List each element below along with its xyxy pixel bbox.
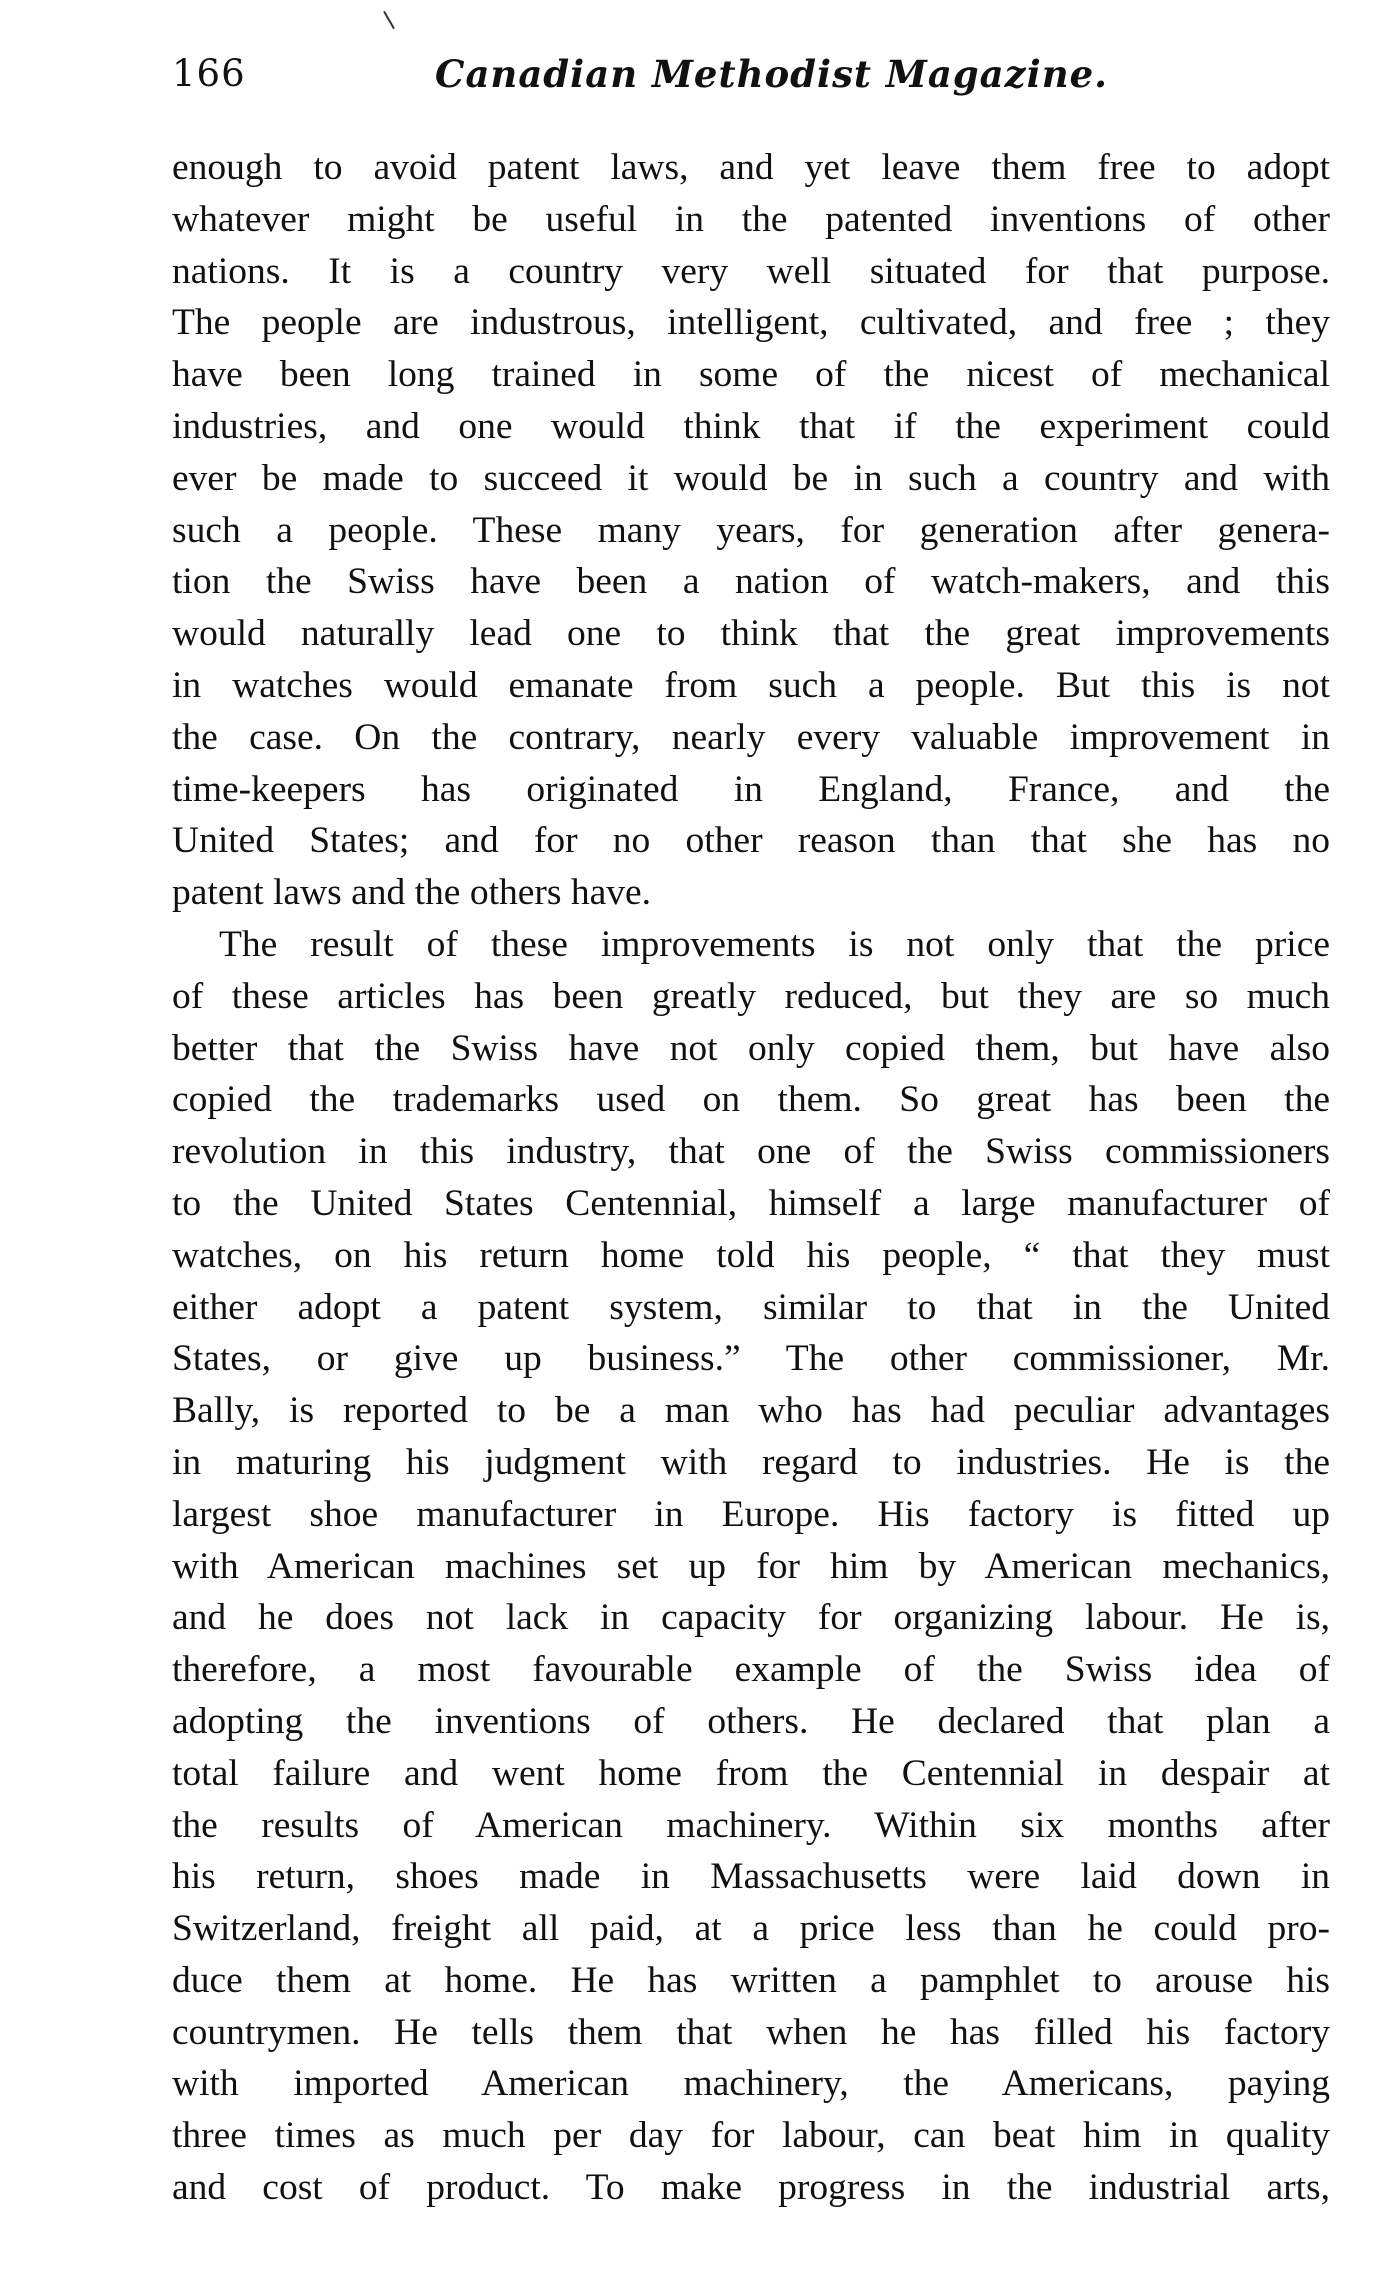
text-line: such a people. These many years, for generation after genera- bbox=[172, 509, 1330, 551]
text-line: The people are industrous, intelligent, cultivated, and free ; they bbox=[172, 302, 1330, 344]
text-line: three times as much per day for labour, can beat him in quality bbox=[172, 2115, 1330, 2157]
text-line: revolution in this industry, that one of the Swiss commissioners bbox=[172, 1131, 1330, 1173]
body-text bbox=[172, 142, 1330, 2214]
text-line: have been long trained in some of the nicest of mechanical bbox=[172, 354, 1330, 396]
text-line: industries, and one would think that if the experiment could bbox=[172, 405, 1330, 447]
text-line: United States; and for no other reason than that she has no bbox=[172, 820, 1330, 862]
text-line: and cost of product. To make progress in the industrial arts, bbox=[172, 2167, 1330, 2209]
text-line: to the United States Centennial, himself a large manufacturer of bbox=[172, 1182, 1330, 1224]
running-title: Canadian Methodist Magazine. bbox=[435, 52, 1109, 96]
text-line: Bally, is reported to be a man who has had peculiar advantages bbox=[172, 1390, 1330, 1432]
text-line: his return, shoes made in Massachusetts were laid down in bbox=[172, 1856, 1330, 1898]
text-line: would naturally lead one to think that the great improvements bbox=[172, 613, 1330, 655]
page-number: 166 bbox=[172, 52, 246, 95]
text-line: nations. It is a country very well situated for that purpose. bbox=[172, 250, 1330, 292]
text-line: and he does not lack in capacity for organizing labour. He is, bbox=[172, 1597, 1330, 1639]
text-line: whatever might be useful in the patented inventions of other bbox=[172, 198, 1330, 240]
text-line: duce them at home. He has written a pamphlet to arouse his bbox=[172, 1959, 1330, 2001]
text-line: Switzerland, freight all paid, at a price less than he could pro- bbox=[172, 1908, 1330, 1950]
text-line: therefore, a most favourable example of the Swiss idea of bbox=[172, 1649, 1330, 1691]
text-line: enough to avoid patent laws, and yet leave them free to adopt bbox=[172, 147, 1330, 188]
text-line: the case. On the contrary, nearly every valuable improvement in bbox=[172, 716, 1330, 758]
page-header bbox=[172, 52, 1332, 112]
text-line: better that the Swiss have not only copied them, but have also bbox=[172, 1027, 1330, 1069]
text-line: countrymen. He tells them that when he has filled his factory bbox=[172, 2011, 1330, 2053]
text-line: tion the Swiss have been a nation of watch-makers, and this bbox=[172, 561, 1330, 603]
text-line: with American machines set up for him by American mechanics, bbox=[172, 1545, 1330, 1587]
text-line: of these articles has been greatly reduced, but they are so much bbox=[172, 975, 1330, 1017]
text-line: watches, on his return home told his people, “ that they must bbox=[172, 1234, 1330, 1276]
text-line: States, or give up business.” The other commissioner, Mr. bbox=[172, 1338, 1330, 1380]
text-line: ever be made to succeed it would be in such a country and with bbox=[172, 457, 1330, 499]
text-line: with imported American machinery, the Americans, paying bbox=[172, 2063, 1330, 2105]
text-line: in maturing his judgment with regard to industries. He is the bbox=[172, 1441, 1330, 1483]
text-line: the results of American machinery. Within six months after bbox=[172, 1804, 1330, 1846]
text-line: total failure and went home from the Centennial in despair at bbox=[172, 1752, 1330, 1794]
text-line: in watches would emanate from such a people. But this is not bbox=[172, 664, 1330, 706]
text-line: time-keepers has originated in England, France, and the bbox=[172, 768, 1330, 810]
text-line: either adopt a patent system, similar to that in the United bbox=[172, 1286, 1330, 1328]
text-line: patent laws and the others have. bbox=[172, 872, 652, 914]
text-line: adopting the inventions of others. He declared that plan a bbox=[172, 1700, 1330, 1742]
text-line: largest shoe manufacturer in Europe. His factory is fitted up bbox=[172, 1493, 1330, 1535]
text-line: The result of these improvements is not only that the price bbox=[219, 923, 1330, 965]
text-line: copied the trademarks used on them. So great has been the bbox=[172, 1079, 1330, 1121]
stray-ink-mark bbox=[383, 11, 395, 29]
